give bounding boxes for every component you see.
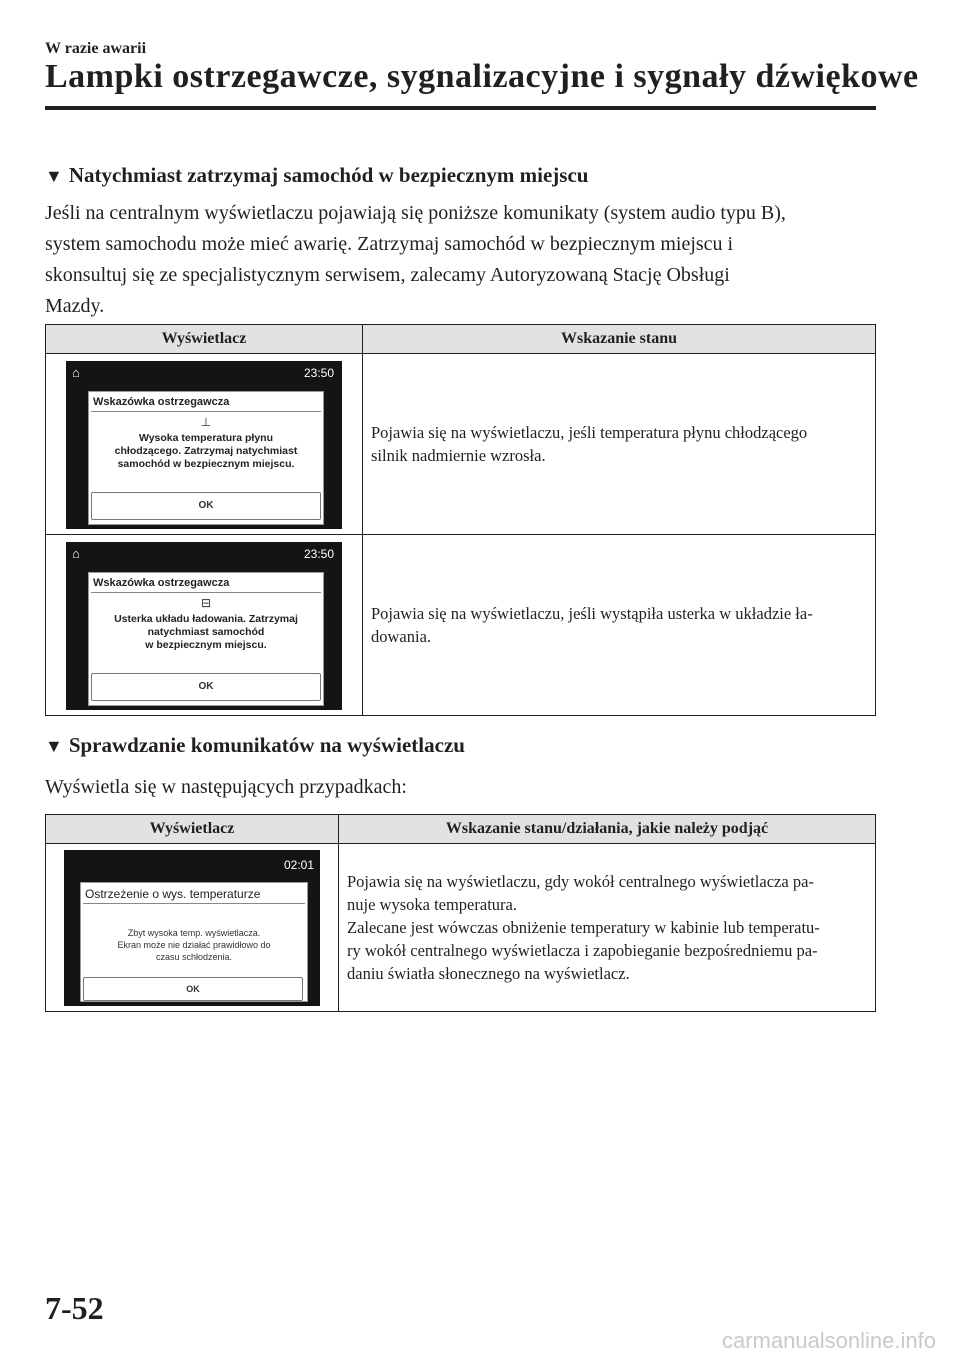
paragraph-line: Jeśli na centralnym wyświetlaczu pojawiają się poniższe komunikaty (system audio typu B), [45,202,786,224]
title-rule [45,106,876,110]
battery-icon: ⊟ [200,596,212,610]
message-line: Zbyt wysoka temp. wyświetlacza. [127,927,261,938]
message-line: samochód w bezpiecznym miejscu. [117,458,295,470]
desc-line: Pojawia się na wyświetlaczu, jeśli temperatura płynu chłodzącego [371,423,808,442]
paragraph-line: Mazdy. [45,295,105,317]
dialog-message [89,613,323,652]
dialog-divider [83,903,305,904]
display-screenshot [66,542,342,710]
status-cell [363,354,876,535]
dialog-message [81,927,307,963]
dialog-title: Wskazówka ostrzegawcza [93,577,230,589]
heading-text: Sprawdzanie komunikatów na wyświetlaczu [68,733,465,757]
dialog-title: Wskazówka ostrzegawcza [93,396,230,408]
status-cell [339,844,876,1012]
triangle-down-icon: ▼ [45,166,63,186]
message-line: w bezpiecznym miejscu. [145,639,267,651]
section-heading-stop [45,163,588,188]
ok-button: OK [91,673,321,701]
desc-line: silnik nadmiernie wzrosła. [371,446,546,465]
desc-line: Pojawia się na wyświetlaczu, jeśli wystąpiła usterka w układzie ła- [371,604,813,623]
ok-button: OK [83,977,303,1001]
warning-dialog [80,882,308,1002]
section-heading-messages [45,733,465,758]
watermark[interactable]: carmanualsonline.info [721,1328,936,1353]
message-line: natychmiast samochód [147,626,265,638]
clock-time: 23:50 [303,366,334,380]
message-line: Wysoka temperatura płynu [138,432,273,444]
message-line: Usterka układu ładowania. Zatrzymaj [114,613,298,625]
table-row [46,535,876,716]
home-icon: ⌂ [72,365,80,380]
desc-line: ry wokół centralnego wyświetlacza i zapobieganie bezpośredniemu pa- [347,941,818,960]
message-line: chłodzącego. Zatrzymaj natychmiast [114,445,298,457]
column-header-display: Wyświetlacz [46,815,339,844]
section2-paragraph: Wyświetla się w następujących przypadkach: [45,776,407,798]
desc-line: nuje wysoka temperatura. [347,895,517,914]
column-header-status: Wskazanie stanu [363,325,876,354]
page-title: Lampki ostrzegawcze, sygnalizacyjne i sygnały dźwiękowe [45,58,919,95]
dialog-title: Ostrzeżenie o wys. temperaturze [85,886,261,901]
section-label: W razie awarii [45,40,147,57]
dialog-divider [91,592,321,593]
home-icon: ⌂ [72,546,80,561]
table-row [46,354,876,535]
page-number: 7-52 [45,1290,104,1326]
desc-line: daniu światła słonecznego na wyświetlacz. [347,964,630,983]
desc-line: Zalecane jest wówczas obniżenie temperatury w kabinie lub temperatu- [347,918,820,937]
clock-time: 23:50 [303,547,334,561]
warning-dialog [88,391,324,525]
heading-text: Natychmiast zatrzymaj samochód w bezpiecznym miejscu [68,163,589,187]
messages-table [45,814,876,1012]
desc-line: Pojawia się na wyświetlaczu, gdy wokół centralnego wyświetlacza pa- [347,872,814,891]
display-screenshot [64,850,320,1006]
desc-line: dowania. [371,627,432,646]
column-header-display: Wyświetlacz [46,325,363,354]
display-cell [46,354,363,535]
table-header-row [46,815,876,844]
paragraph-line: skonsultuj się ze specjalistycznym serwisem, zalecamy Autoryzowaną Stację Obsługi [45,264,730,286]
column-header-status-action: Wskazanie stanu/działania, jakie należy podjąć [339,815,876,844]
display-cell [46,535,363,716]
coolant-temperature-icon: ⊥ [200,415,212,429]
table-header-row [46,325,876,354]
dialog-message [89,432,323,471]
display-cell [46,844,339,1012]
warning-dialog [88,572,324,706]
intro-paragraph [45,198,885,322]
paragraph-line: system samochodu może mieć awarię. Zatrzymaj samochód w bezpiecznym miejscu i [45,233,734,255]
triangle-down-icon: ▼ [45,736,63,756]
status-cell [363,535,876,716]
display-screenshot [66,361,342,529]
message-line: czasu schłodzenia. [155,951,233,962]
warnings-table [45,324,876,716]
dialog-divider [91,411,321,412]
clock-time: 02:01 [283,857,314,872]
message-line: Ekran może nie działać prawidłowo do [117,939,271,950]
ok-button: OK [91,492,321,520]
table-row [46,844,876,1012]
